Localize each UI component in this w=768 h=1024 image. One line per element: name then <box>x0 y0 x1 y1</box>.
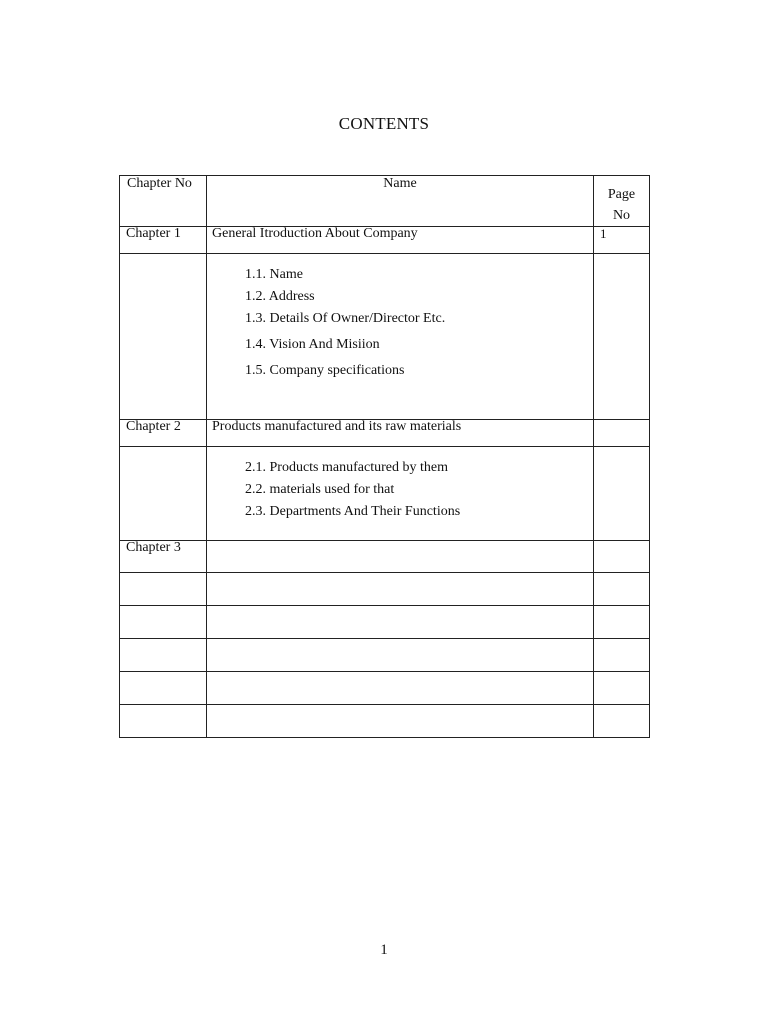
chapter-name <box>207 541 594 573</box>
header-chapter-no: Chapter No <box>120 176 207 227</box>
header-name: Name <box>207 176 594 227</box>
empty-cell <box>120 573 207 606</box>
subsection-cell <box>207 254 594 420</box>
subsection-cell <box>207 447 594 541</box>
header-page-line2: No <box>612 208 631 223</box>
empty-cell <box>207 606 594 639</box>
subsection-item: 1.4. Vision And Misiion <box>245 337 380 352</box>
empty-cell <box>594 606 650 639</box>
subsection-row <box>120 254 650 420</box>
empty-cell <box>120 447 207 541</box>
empty-cell <box>594 672 650 705</box>
blank-row <box>120 639 650 672</box>
chapter-name: Products manufactured and its raw materials <box>207 420 594 447</box>
blank-row <box>120 705 650 738</box>
subsection-item: 1.2. Address <box>245 289 315 304</box>
subsection-item: 1.3. Details Of Owner/Director Etc. <box>245 311 446 326</box>
empty-cell <box>120 705 207 738</box>
chapter-name: General Itroduction About Company <box>207 227 594 254</box>
chapter-number: Chapter 2 <box>120 420 207 447</box>
empty-cell <box>120 254 207 420</box>
header-page-line1: Page <box>607 187 636 202</box>
subsection-item: 2.2. materials used for that <box>245 482 395 497</box>
chapter-number: Chapter 1 <box>120 227 207 254</box>
subsection-list <box>207 447 593 523</box>
subsection-item: 1.5. Company specifications <box>245 363 405 378</box>
blank-row <box>120 606 650 639</box>
header-page-no <box>594 176 650 227</box>
subsection-list <box>207 254 593 384</box>
table-header-row <box>120 176 650 227</box>
blank-row <box>120 573 650 606</box>
chapter-row <box>120 420 650 447</box>
page-number: 1 <box>380 942 388 958</box>
empty-cell <box>594 573 650 606</box>
subsection-item: 2.1. Products manufactured by them <box>245 460 448 475</box>
page-title: CONTENTS <box>338 114 430 133</box>
chapter-row <box>120 541 650 573</box>
empty-cell <box>594 447 650 541</box>
empty-cell <box>594 254 650 420</box>
empty-cell <box>594 705 650 738</box>
subsection-item: 1.1. Name <box>245 267 303 282</box>
empty-cell <box>594 639 650 672</box>
empty-cell <box>207 573 594 606</box>
blank-row <box>120 672 650 705</box>
empty-cell <box>207 639 594 672</box>
empty-cell <box>120 606 207 639</box>
subsection-row <box>120 447 650 541</box>
chapter-page <box>594 541 650 573</box>
contents-table <box>119 175 650 738</box>
chapter-page <box>594 420 650 447</box>
empty-cell <box>120 672 207 705</box>
chapter-number: Chapter 3 <box>120 541 207 573</box>
subsection-item: 2.3. Departments And Their Functions <box>245 504 461 519</box>
chapter-row <box>120 227 650 254</box>
chapter-page: 1 <box>594 227 650 254</box>
empty-cell <box>120 639 207 672</box>
empty-cell <box>207 705 594 738</box>
empty-cell <box>207 672 594 705</box>
